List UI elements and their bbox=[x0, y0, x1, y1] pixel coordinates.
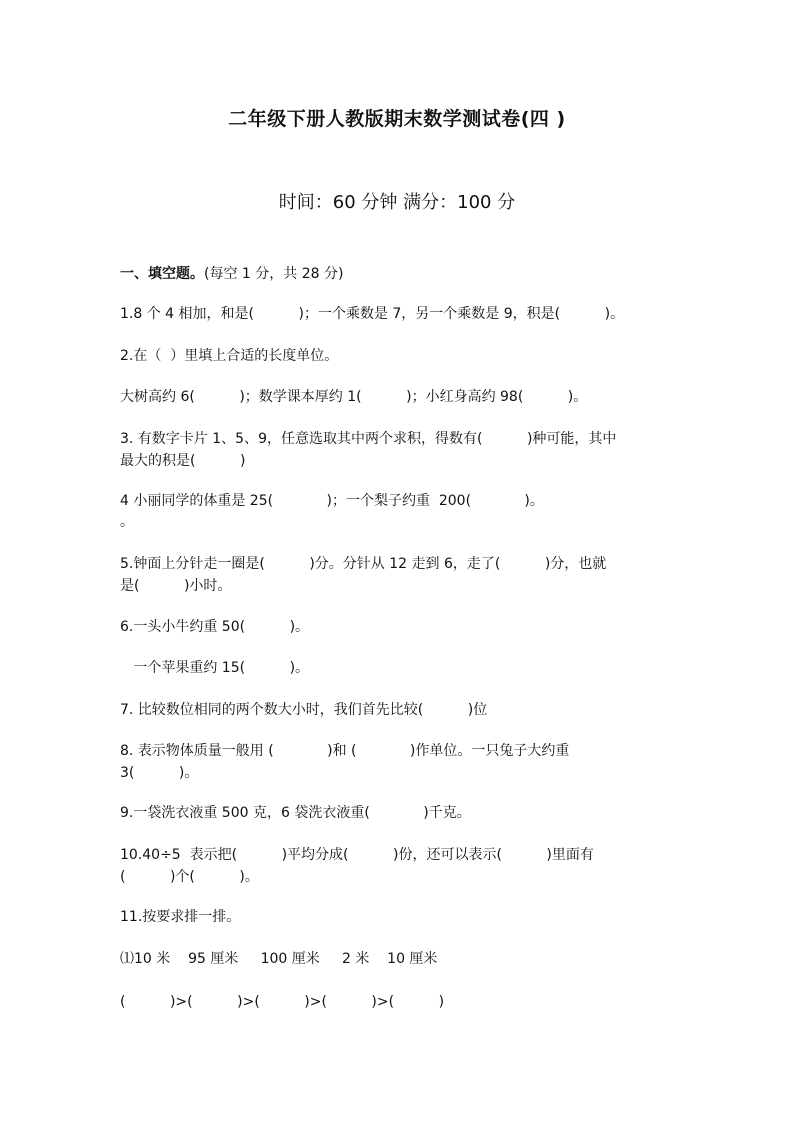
page-title: 二年级下册人教版期末数学测试卷(四 ) bbox=[228, 108, 566, 130]
question-10-line-2: ( )个( )。 bbox=[120, 869, 259, 885]
question-10-line-1: 10.40÷5 表示把( )平均分成( )份，还可以表示( )里面有 bbox=[120, 847, 594, 863]
question-3-line-1: 3. 有数字卡片 1、5、9，任意选取其中两个求积，得数有( )种可能，其中 bbox=[120, 431, 617, 447]
question-9: 9.一袋洗衣液重 500 克，6 袋洗衣液重( )千克。 bbox=[120, 805, 471, 821]
question-5-line-1: 5.钟面上分针走一圈是( )分。分针从 12 走到 6，走了( )分，也就 bbox=[120, 556, 607, 572]
question-5-line-2: 是( )小时。 bbox=[120, 578, 232, 594]
section-label: 一、填空题。 bbox=[120, 266, 204, 282]
question-11-answer-row: ( )>( )>( )>( )>( ) bbox=[120, 994, 445, 1010]
question-8-line-2: 3( )。 bbox=[120, 765, 199, 781]
question-11-items: ⑴10 米 95 厘米 100 厘米 2 米 10 厘米 bbox=[120, 951, 438, 967]
question-11-prompt: 11.按要求排一排。 bbox=[120, 909, 241, 925]
question-8-line-1: 8. 表示物体质量一般用 ( )和 ( )作单位。一只兔子大约重 bbox=[120, 743, 570, 759]
exam-time-and-score: 时间：60 分钟 满分：100 分 bbox=[278, 192, 516, 213]
question-2-items: 大树高约 6( )；数学课本厚约 1( )；小红身高约 98( )。 bbox=[120, 389, 588, 405]
question-1: 1.8 个 4 相加，和是( )；一个乘数是 7，另一个乘数是 9，积是( )。 bbox=[120, 306, 625, 322]
section-heading-fill-in bbox=[120, 263, 343, 283]
question-7: 7. 比较数位相同的两个数大小时，我们首先比较( )位 bbox=[120, 702, 488, 718]
section-note: (每空 1 分，共 28 分) bbox=[204, 266, 344, 282]
question-2-prompt: 2.在（ ）里填上合适的长度单位。 bbox=[120, 348, 339, 364]
question-4-stray-mark: 。 bbox=[120, 514, 134, 530]
question-6-line-2: 一个苹果重约 15( )。 bbox=[120, 660, 310, 676]
question-6-line-1: 6.一头小牛约重 50( )。 bbox=[120, 619, 310, 635]
question-4: 4 小丽同学的体重是 25( )；一个梨子约重 200( )。 bbox=[120, 493, 544, 509]
question-3-line-2: 最大的积是( ) bbox=[120, 453, 246, 469]
